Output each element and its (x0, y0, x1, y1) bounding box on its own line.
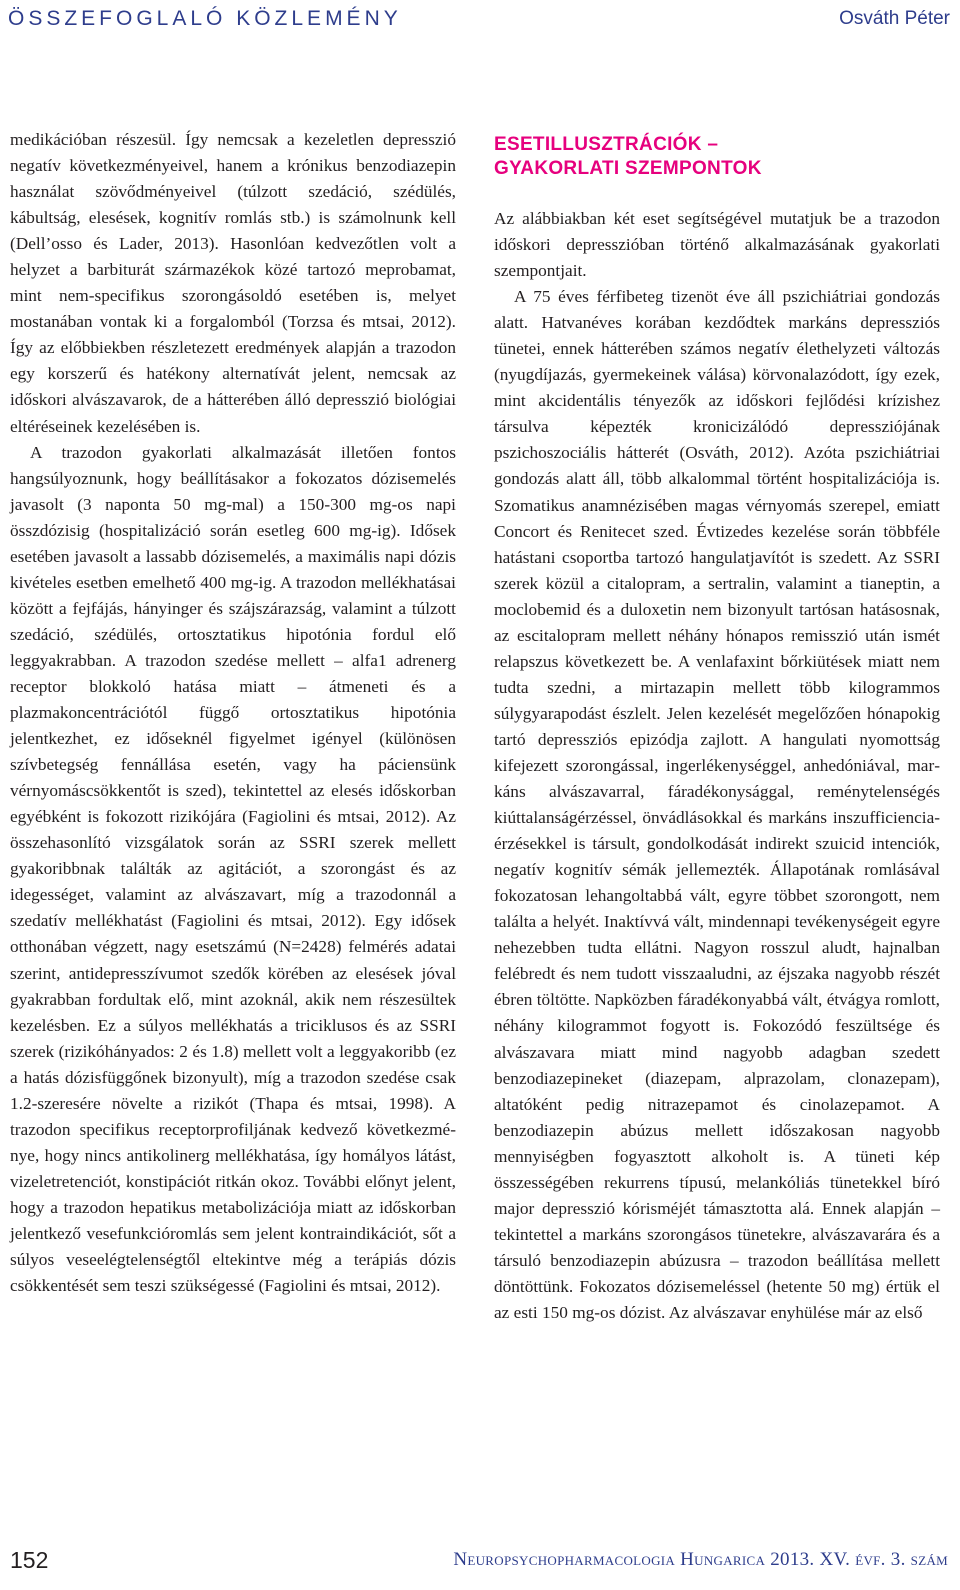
body-paragraph: medikációban részesül. Így nemcsak a kezeletlen depresszió negatív következményeivel, hanem a krónikus benzodiazepin használat szövődményeivel (túlzott szedáció, szédülés, kábultság, elesések, kognitív romlás stb.) is számolnunk kell (Dell’osso és Lader, 2013). Hasonlóan kedvezőtlen volt a helyzet a barbiturát származékok közé tartozó meprobamat, mint nem-specifikus szorongásoldó esetében is, melyet mostanában vontak ki a forgalomból (Torzsa és mtsai, 2012). Így az előbbiekben részletezett eredmények alapján a trazodon egy korszerű és hatékony alternatívát jelent, nemcsak az időskori alvászavarok, de a hátterében álló depresszió biológiai eltéréseinek kezelésében is. (10, 130, 456, 436)
page-footer (0, 1547, 960, 1587)
section-heading-line: ESETILLUSZTRÁCIÓK – (494, 134, 719, 155)
right-column (494, 127, 940, 1326)
journal-citation: Neuropsychopharmacologia Hungarica 2013. XV. évf. 3. szám (453, 1549, 948, 1570)
left-column (10, 127, 456, 1299)
section-heading-line: GYAKORLATI SZEMPONTOK (494, 158, 762, 179)
page-header (0, 0, 960, 37)
body-paragraph: A 75 éves férfibeteg tizenöt éve áll pszichiátriai gondozás alatt. Hatvanéves korában kezdődtek markáns depressziós tünetei, ennek hátterében számos negatív élethelyzeti változás (nyugdíjazás, gyermekeinek válása) körvonalazódott, így ezek, mint akcidentális tényezők az időskori fejlődési krízishez társulva képezték kronicizálódó depressziójának pszichoszociális hátterét (Osváth, 2012). Azóta pszichiátriai gondozás alatt áll, több alkalommal történt hospitalizációja is. Szomatikus anamnézisében magas vérnyomás szerepel, emiatt Concort és Renitecet szed. Évtizedes kezelése során többféle hatástani csoportba tartozó hangulatjavítót is szedett. Az SSRI szerek közül a citalopram, a sertralin, valamint a tianeptin, a moclobemid és a duloxetin nem bizonyult tartósan hatásosnak, az escitalopram mellett néhány hónapos remisszió után ismét relapszus következett be. A venlafaxint bőrkiütések miatt nem tudta szedni, a mirtazapin mellett több kilogrammos súlygyarapodást észlelt. Jelen kezelését megelőzően hónapokig tartó depressziós epizódja zajlott. A hangulati nyomottság kifejezett szorongással, ingerlékenységgel, anhedóniával, markáns alvászavarral, fáradékonysággal, reménytelenségés kiúttalanságérzéssel, önvádlásokkal és markáns inszufficiencia-érzésekkel is társult, gondolkodását indirekt szuicid intenciók, negatív kognitív sémák jellemezték. Állapotának romlásával fokozatosan lehangoltabbá vált, egyre többet szorongott, nem találta a helyét. Inaktívvá vált, mindennapi tevékenységeit egyre nehezebben tudta ellátni. Nagyon rosszul aludt, hajnalban felébredt és nem tudott visszaaludni, az éjszaka nagyobb részét ébren töltötte. Napközben fáradékonyabbá vált, étvágya romlott, néhány kilogrammot fogyott is. Fokozódó feszültsége és alvászavara miatt mind nagyobb adagban szedett benzodiazepineket (diazepam, alprazolam, clonazepam), altatóként pedig nitrazepamot és cinolazepamot. A benzodiazepin abúzus mellett időszakosan nagyobb mennyiségben fogyasztott alkoholt is. A tüneti kép összességében rekurrens típusú, melankóliás tünetekkel bíró major depresszió kórisméjét támasztotta alá. Ennek alapján – tekintettel a markáns szorongásos tünetekre, alvászavarára és a társuló benzodiazepin abúzusra – trazodon beállítása mellett döntöttünk. Fokozatos dózisemeléssel (hetente 50 mg) értük el az esti 150 mg-os dózist. Az alvászavar enyhülése már az első (494, 287, 940, 1322)
body-paragraph: A trazodon gyakorlati alkalmazását illetően fontos hangsúlyoznunk, hogy beállításakor a fokozatos dózisemelés javasolt (3 naponta 50 mg-mal) a 150-300 mg-os napi összdózisig (hospitalizáció során esetleg 600 mg-ig). Idősek esetében javasolt a lassabb dózisemelés, a maximális napi dózis kivételes esetben emelhető 400 mg-ig. A trazodon mellékhatásai között a fejfájás, hányinger és szájszárazság, valamint a túlzott szedáció, szédülés, ortosztatikus hipotónia fordul elő leggyakrabban. A trazodon szedése mellett – alfa1 adrenerg receptor blokkoló hatása miatt – átmeneti és a plazmakoncentrációtól függő ortosztatikus hipotónia jelentkezhet, ez időseknél figyelmet igényel (különösen szívbetegség fennállása esetén, vagy ha páciensünk vérnyomáscsökkentőt is szed), tekintettel az elesés időskorban egyébként is fokozott rizikójára (Fagiolini és mtsai, 2012). Az összehasonlító vizsgálatok során az SSRI szerek mellett gyakoribbnak találták az agitációt, a szorongást és az idegességet, valamint az alvászavart, míg a trazodonnál a szedatív mellékhatást (Fagiolini és mtsai, 2012). Egy idősek otthonában végzett, nagy esetszámú (N=2428) felmérés adatai szerint, antidepresszívumot szedők körében az elesések jóval gyakrabban fordultak elő, mint azoknál, akik nem részesültek kezelésben. Ez a súlyos mellékhatás a triciklusos és az SSRI szerek (rizikóhányados: 2 és 1.8) mellett volt a leggyakoribb (ez a hatás dózisfüggőnek bizonyult), míg a trazodon szedése csak 1.2-szeresére növelte a rizikót (Thapa és mtsai, 1998). A trazodon specifikus receptorprofiljának kedvező következménye, hogy nincs antikolinerg mellékhatása, így homályos látást, vizeletretenciót, konstipációt ritkán okoz. További előnyt jelent, hogy a trazodon hepatikus metabolizációja miatt az időskorban jelentkező vesefunkcióromlás sem jelent kontraindikációt, sőt a súlyos veseelégtelenségtől eltekintve még a terápiás dózis csökkentését sem teszi szükségessé (Fagiolini és mtsai, 2012). (10, 442, 456, 1296)
body-paragraph: Az alábbiakban két eset segítségével mutatjuk be a trazodon időskori depresszióban történő alkalmazásának gyakorlati szempontjait. (494, 209, 940, 281)
page-number: 152 (10, 1547, 49, 1573)
section-title: ÖSSZEFOGLALÓ KÖZLEMÉNY (8, 6, 402, 30)
section-heading (494, 133, 940, 181)
author-name: Osváth Péter (839, 7, 950, 29)
